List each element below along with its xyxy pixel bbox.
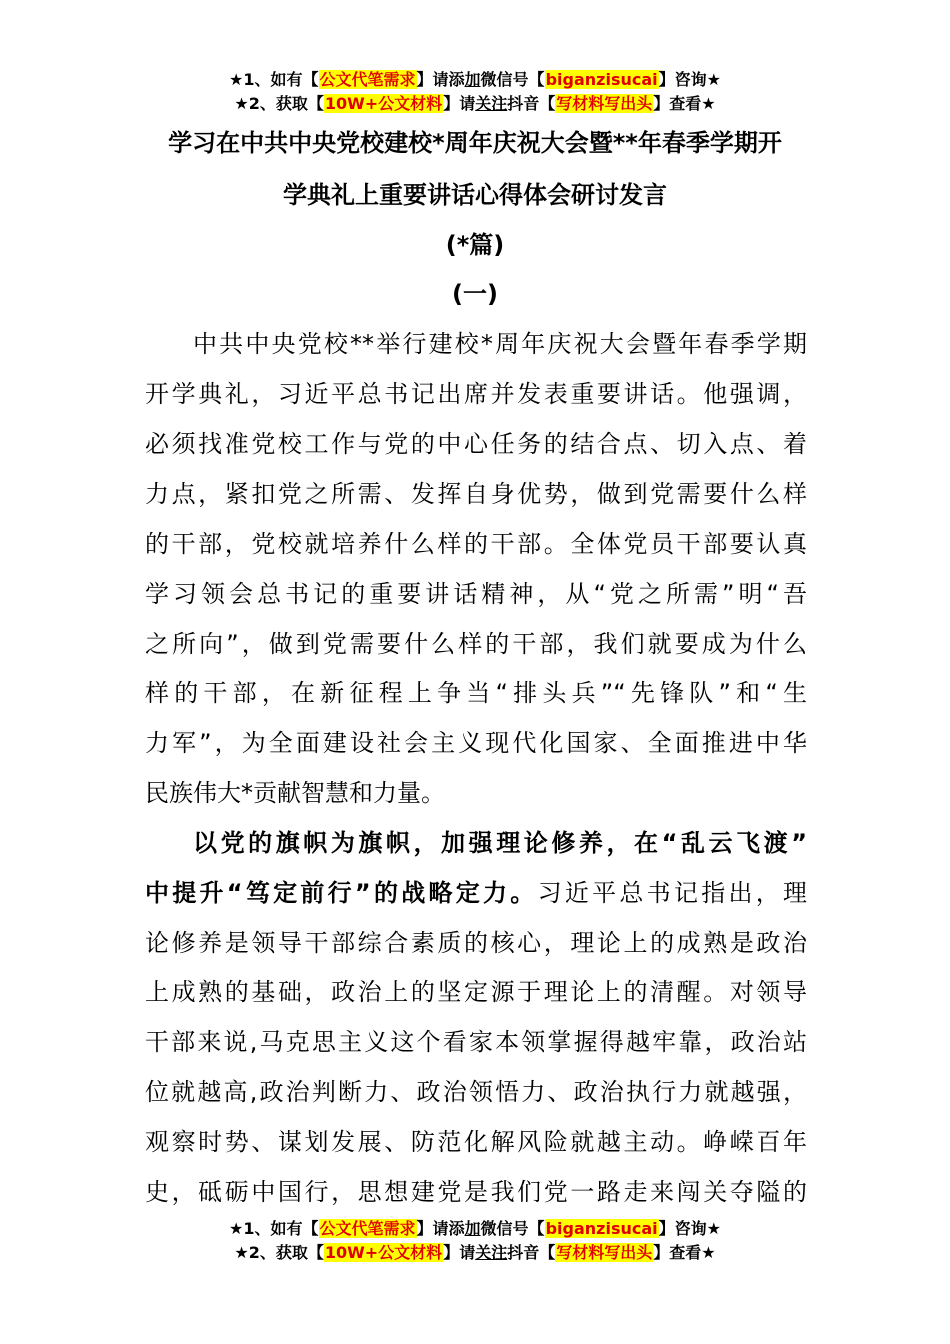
paragraph-line: 观察时势、谋划发展、防范化解风险就越主动。峥嵘百年 xyxy=(145,1128,807,1156)
paragraph-line: 论修养是领导干部综合素质的核心，理论上的成熟是政治 xyxy=(145,929,807,957)
article-count: (*篇) xyxy=(445,231,505,259)
banner-underline: 加 xyxy=(464,1219,481,1238)
paragraph-line: 中共中央党校**举行建校*周年庆祝大会暨年春季学期 xyxy=(193,330,807,358)
banner-highlight: 10W+公文材料 xyxy=(324,94,443,113)
banner-text: ★2、获取【 xyxy=(234,94,324,113)
banner-highlight: 写材料写出头 xyxy=(556,94,653,113)
banner-text: 】查看★ xyxy=(653,1243,716,1262)
banner-highlight: 10W+公文材料 xyxy=(324,1243,443,1262)
paragraph-line: 必须找准党校工作与党的中心任务的结合点、切入点、着 xyxy=(145,430,807,458)
banner-highlight: biganzisucai xyxy=(545,1219,658,1238)
banner-line-1 xyxy=(0,68,950,92)
banner-text: 微信号【 xyxy=(480,1219,545,1238)
banner-text: 】请添 xyxy=(416,1219,465,1238)
banner-highlight: biganzisucai xyxy=(545,70,658,89)
section-number: (一) xyxy=(452,280,498,308)
document-title-line-2: 学典礼上重要讲话心得体会研讨发言 xyxy=(283,181,667,209)
paragraph-line: 民族伟大*贡献智慧和力量。 xyxy=(145,779,445,807)
banner-underline: 加 xyxy=(464,70,481,89)
banner-highlight: 公文代笔需求 xyxy=(319,1219,416,1238)
paragraph-line: 学习领会总书记的重要讲话精神，从“党之所需”明“吾 xyxy=(145,580,807,608)
banner-line-1 xyxy=(0,1217,950,1241)
banner-text: 微信号【 xyxy=(480,70,545,89)
paragraph-line: 的干部，党校就培养什么样的干部。全体党员干部要认真 xyxy=(145,530,807,558)
document-title-line-1: 学习在中共中央党校建校*周年庆祝大会暨**年春季学期开 xyxy=(168,129,782,157)
banner-highlight: 写材料写出头 xyxy=(556,1243,653,1262)
banner-text: 】咨询★ xyxy=(658,70,721,89)
banner-text: 】咨询★ xyxy=(658,1219,721,1238)
paragraph-text: 习近平总书记指出，理 xyxy=(537,879,808,907)
banner-text: 抖音【 xyxy=(507,94,556,113)
paragraph-line: 干部来说,马克思主义这个看家本领掌握得越牢靠，政治站 xyxy=(145,1028,807,1056)
footer-banner xyxy=(0,1217,950,1265)
banner-line-2 xyxy=(0,1241,950,1265)
paragraph-line xyxy=(145,878,807,908)
banner-text: 抖音【 xyxy=(507,1243,556,1262)
paragraph-line: 力点，紧扣党之所需、发挥自身优势，做到党需要什么样 xyxy=(145,480,807,508)
banner-text: 】请 xyxy=(443,1243,476,1262)
banner-text: ★2、获取【 xyxy=(234,1243,324,1262)
paragraph-heading-line: 以党的旗帜为旗帜，加强理论修养，在“乱云飞渡” xyxy=(193,829,807,857)
banner-underline: 关注 xyxy=(475,94,508,113)
paragraph-line: 样的干部，在新征程上争当“排头兵”“先锋队”和“生 xyxy=(145,679,807,707)
banner-text: ★1、如有【 xyxy=(229,70,319,89)
banner-text: 】请 xyxy=(443,94,476,113)
paragraph-heading-end: 中提升“笃定前行”的战略定力。 xyxy=(145,879,538,907)
banner-underline: 关注 xyxy=(475,1243,508,1262)
header-banner xyxy=(0,68,950,116)
banner-text: ★1、如有【 xyxy=(229,1219,319,1238)
banner-line-2 xyxy=(0,92,950,116)
banner-highlight: 公文代笔需求 xyxy=(319,70,416,89)
paragraph-line: 力军”，为全面建设社会主义现代化国家、全面推进中华 xyxy=(145,729,807,757)
paragraph-line: 开学典礼，习近平总书记出席并发表重要讲话。他强调， xyxy=(145,380,807,408)
banner-text: 】请添 xyxy=(416,70,465,89)
paragraph-line: 上成熟的基础，政治上的坚定源于理论上的清醒。对领导 xyxy=(145,978,807,1006)
paragraph-line: 位就越高,政治判断力、政治领悟力、政治执行力就越强， xyxy=(145,1078,807,1106)
paragraph-line: 史，砥砺中国行，思想建党是我们党一路走来闯关夺隘的 xyxy=(145,1178,807,1206)
banner-text: 】查看★ xyxy=(653,94,716,113)
paragraph-line: 之所向”，做到党需要什么样的干部，我们就要成为什么 xyxy=(145,630,807,658)
